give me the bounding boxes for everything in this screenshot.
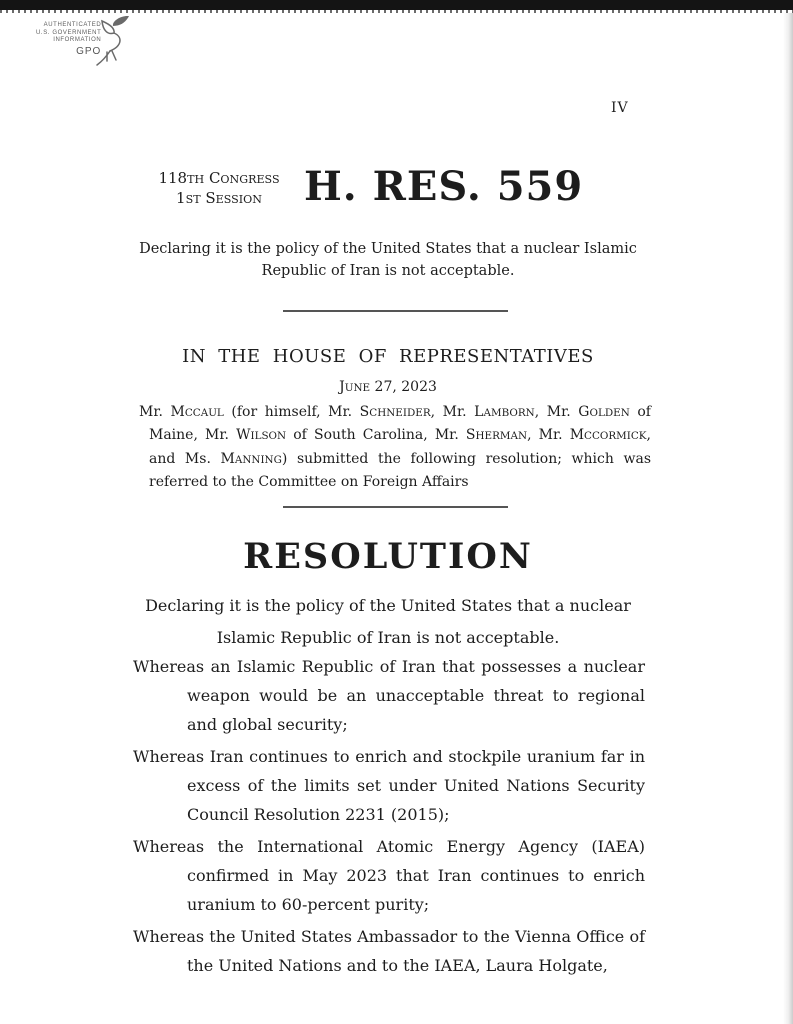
gpo-stamp-line: AUTHENTICATED — [43, 22, 102, 28]
congress-session — [150, 165, 288, 209]
bill-header — [150, 163, 583, 210]
resolution-title: Declaring it is the policy of the United States that a nuclear Islamic Republic of Iran is not acceptable. — [145, 596, 631, 647]
separator-rule — [283, 310, 508, 312]
sponsor-paragraph: Mr. MCCAUL (for himself, Mr. SCHNEIDER, Mr. LAMBORN, Mr. GOLDEN of Maine, Mr. WILSON of South Carolina, Mr. SHERMAN, Mr. MCCORMICK, and Ms. MANNING) submitted the following resolution; which was referred to the Committee on Foreign Affairs — [139, 404, 652, 490]
chamber-heading: IN THE HOUSE OF REPRESENTATIVES — [182, 346, 594, 367]
page-edge-shadow — [783, 13, 793, 1024]
whereas-clauses — [133, 652, 645, 983]
resolution-heading: RESOLUTION — [243, 536, 533, 577]
page-number: IV — [611, 100, 629, 116]
congress-line: 118TH CONGRESS — [158, 168, 280, 187]
session-line: 1ST SESSION — [176, 188, 262, 207]
gpo-eagle-icon — [95, 14, 133, 72]
gpo-stamp-logo-text: GPO — [76, 45, 102, 57]
gpo-authentication-stamp — [36, 14, 133, 72]
whereas-clause: Whereas an Islamic Republic of Iran that possesses a nuclear weapon would be an unacceptable threat to regional and global security; — [133, 657, 645, 734]
whereas-clause: Whereas the United States Ambassador to the Vienna Office of the United Nations and to the IAEA, Laura Holgate, — [133, 927, 645, 975]
scan-edge-dots — [0, 10, 793, 13]
measure-title: Declaring it is the policy of the United States that a nuclear Islamic Republic of Iran is not acceptable. — [139, 241, 637, 279]
bill-number: H. RES. 559 — [304, 163, 584, 210]
gpo-stamp-text — [36, 14, 101, 55]
gpo-stamp-line: INFORMATION — [53, 37, 102, 43]
whereas-clause: Whereas the International Atomic Energy Agency (IAEA) confirmed in May 2023 that Iran continues to enrich uranium to 60-percent purity; — [133, 837, 645, 914]
gpo-stamp-line: U.S. GOVERNMENT — [36, 29, 102, 36]
separator-rule — [283, 506, 508, 508]
action-date: JUNE 27, 2023 — [339, 379, 437, 395]
scan-edge-artifact — [0, 0, 793, 10]
whereas-clause: Whereas Iran continues to enrich and stockpile uranium far in excess of the limits set under United Nations Security Council Resolution 2231 (2015); — [133, 747, 645, 824]
